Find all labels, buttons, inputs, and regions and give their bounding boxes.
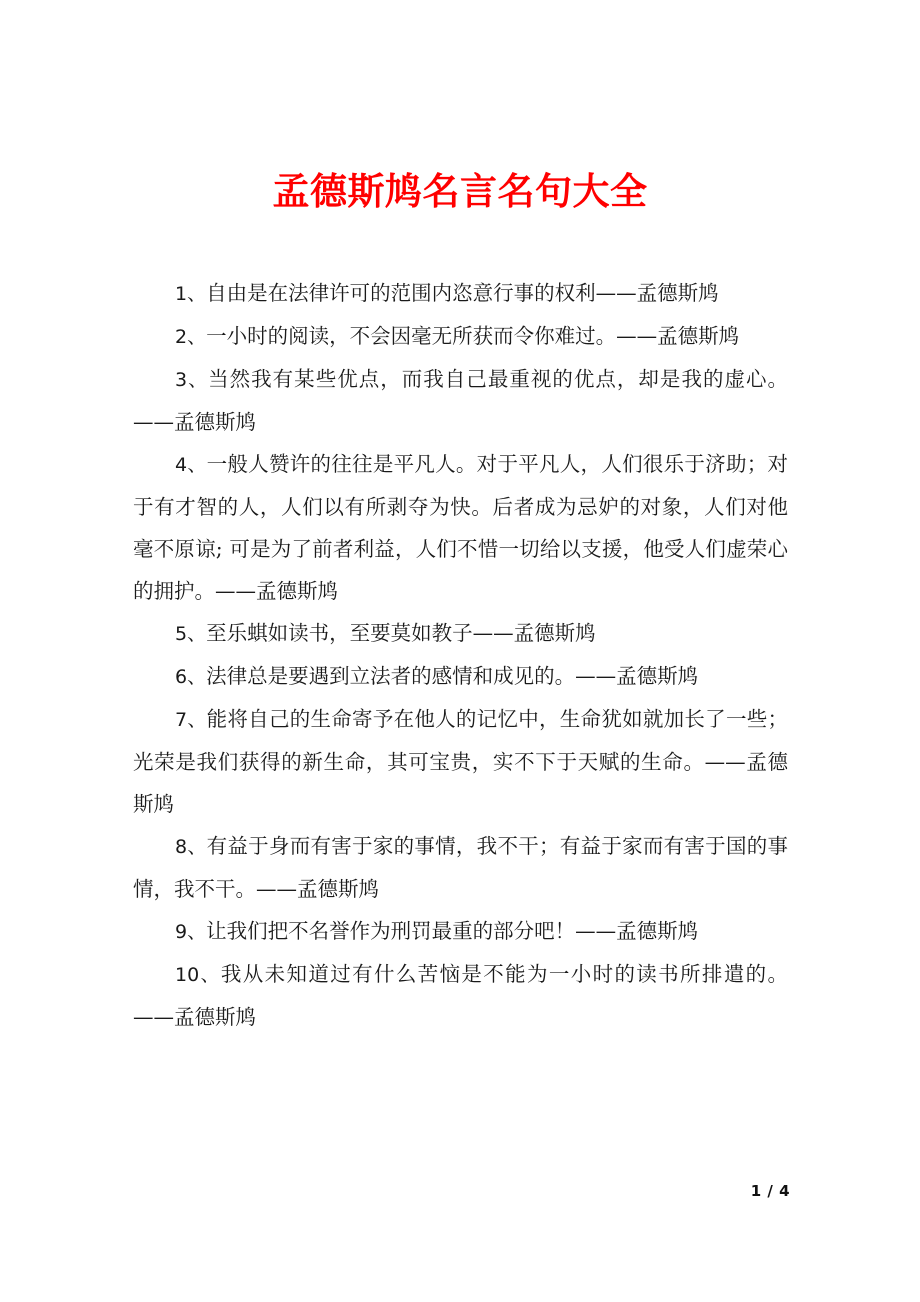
quote-item-10 xyxy=(133,953,788,1038)
quote-text-7: 能将自己的生命寄予在他人的记忆中，生命犹如就加长了一些；光荣是我们获得的新生命，其可宝贵，实不下于天赋的生命。——孟德斯鸠 xyxy=(133,707,788,816)
quote-number-2: 2、 xyxy=(175,326,207,348)
quote-item-3 xyxy=(133,358,788,443)
quote-text-8: 有益于身而有害于家的事情，我不干；有益于家而有害于国的事情，我不干。——孟德斯鸠 xyxy=(133,834,788,901)
quote-text-6: 法律总是要遇到立法者的感情和成见的。——孟德斯鸠 xyxy=(206,664,699,688)
quote-text-1: 自由是在法律许可的范围内恣意行事的权利——孟德斯鸠 xyxy=(206,281,719,305)
quote-item-7 xyxy=(133,698,788,825)
quote-item-2 xyxy=(133,315,788,358)
quote-text-4: 一般人赞许的往往是平凡人。对于平凡人，人们很乐于济助；对于有才智的人，人们以有所剥夺为快。后者成为忌妒的对象，人们对他毫不原谅; 可是为了前者利益，人们不惜一切给以支援，他受人们虚荣心的拥护。——孟德斯鸠 xyxy=(133,452,788,603)
quote-item-5 xyxy=(133,612,788,655)
page-number-footer: 1 / 4 xyxy=(750,1182,790,1200)
quote-number-3: 3、 xyxy=(175,369,209,391)
quote-number-7: 7、 xyxy=(175,709,207,731)
quote-item-4 xyxy=(133,443,788,612)
page-title: 孟德斯鸠名言名句大全 xyxy=(272,168,648,213)
quote-text-3: 当然我有某些优点，而我自己最重视的优点，却是我的虚心。——孟德斯鸠 xyxy=(133,367,789,434)
quote-number-9: 9、 xyxy=(175,921,207,943)
quote-text-10: 我从未知道过有什么苦恼是不能为一小时的读书所排遣的。——孟德斯鸠 xyxy=(133,962,788,1029)
quote-text-9: 让我们把不名誉作为刑罚最重的部分吧！——孟德斯鸠 xyxy=(206,919,699,943)
quote-number-6: 6、 xyxy=(175,666,207,688)
quote-item-6 xyxy=(133,655,788,698)
quote-number-5: 5、 xyxy=(175,623,207,645)
quote-number-4: 4、 xyxy=(175,454,207,476)
quote-item-8 xyxy=(133,825,788,910)
quote-item-9 xyxy=(133,910,788,953)
quote-number-10: 10、 xyxy=(175,964,221,986)
quote-number-8: 8、 xyxy=(175,836,207,858)
quote-number-1: 1、 xyxy=(175,283,207,305)
quote-item-1 xyxy=(133,272,788,315)
quote-text-2: 一小时的阅读，不会因毫无所获而令你难过。——孟德斯鸠 xyxy=(206,324,740,348)
quotes-list xyxy=(133,272,788,1038)
quote-text-5: 至乐蜞如读书，至要莫如教子——孟德斯鸠 xyxy=(206,621,596,645)
